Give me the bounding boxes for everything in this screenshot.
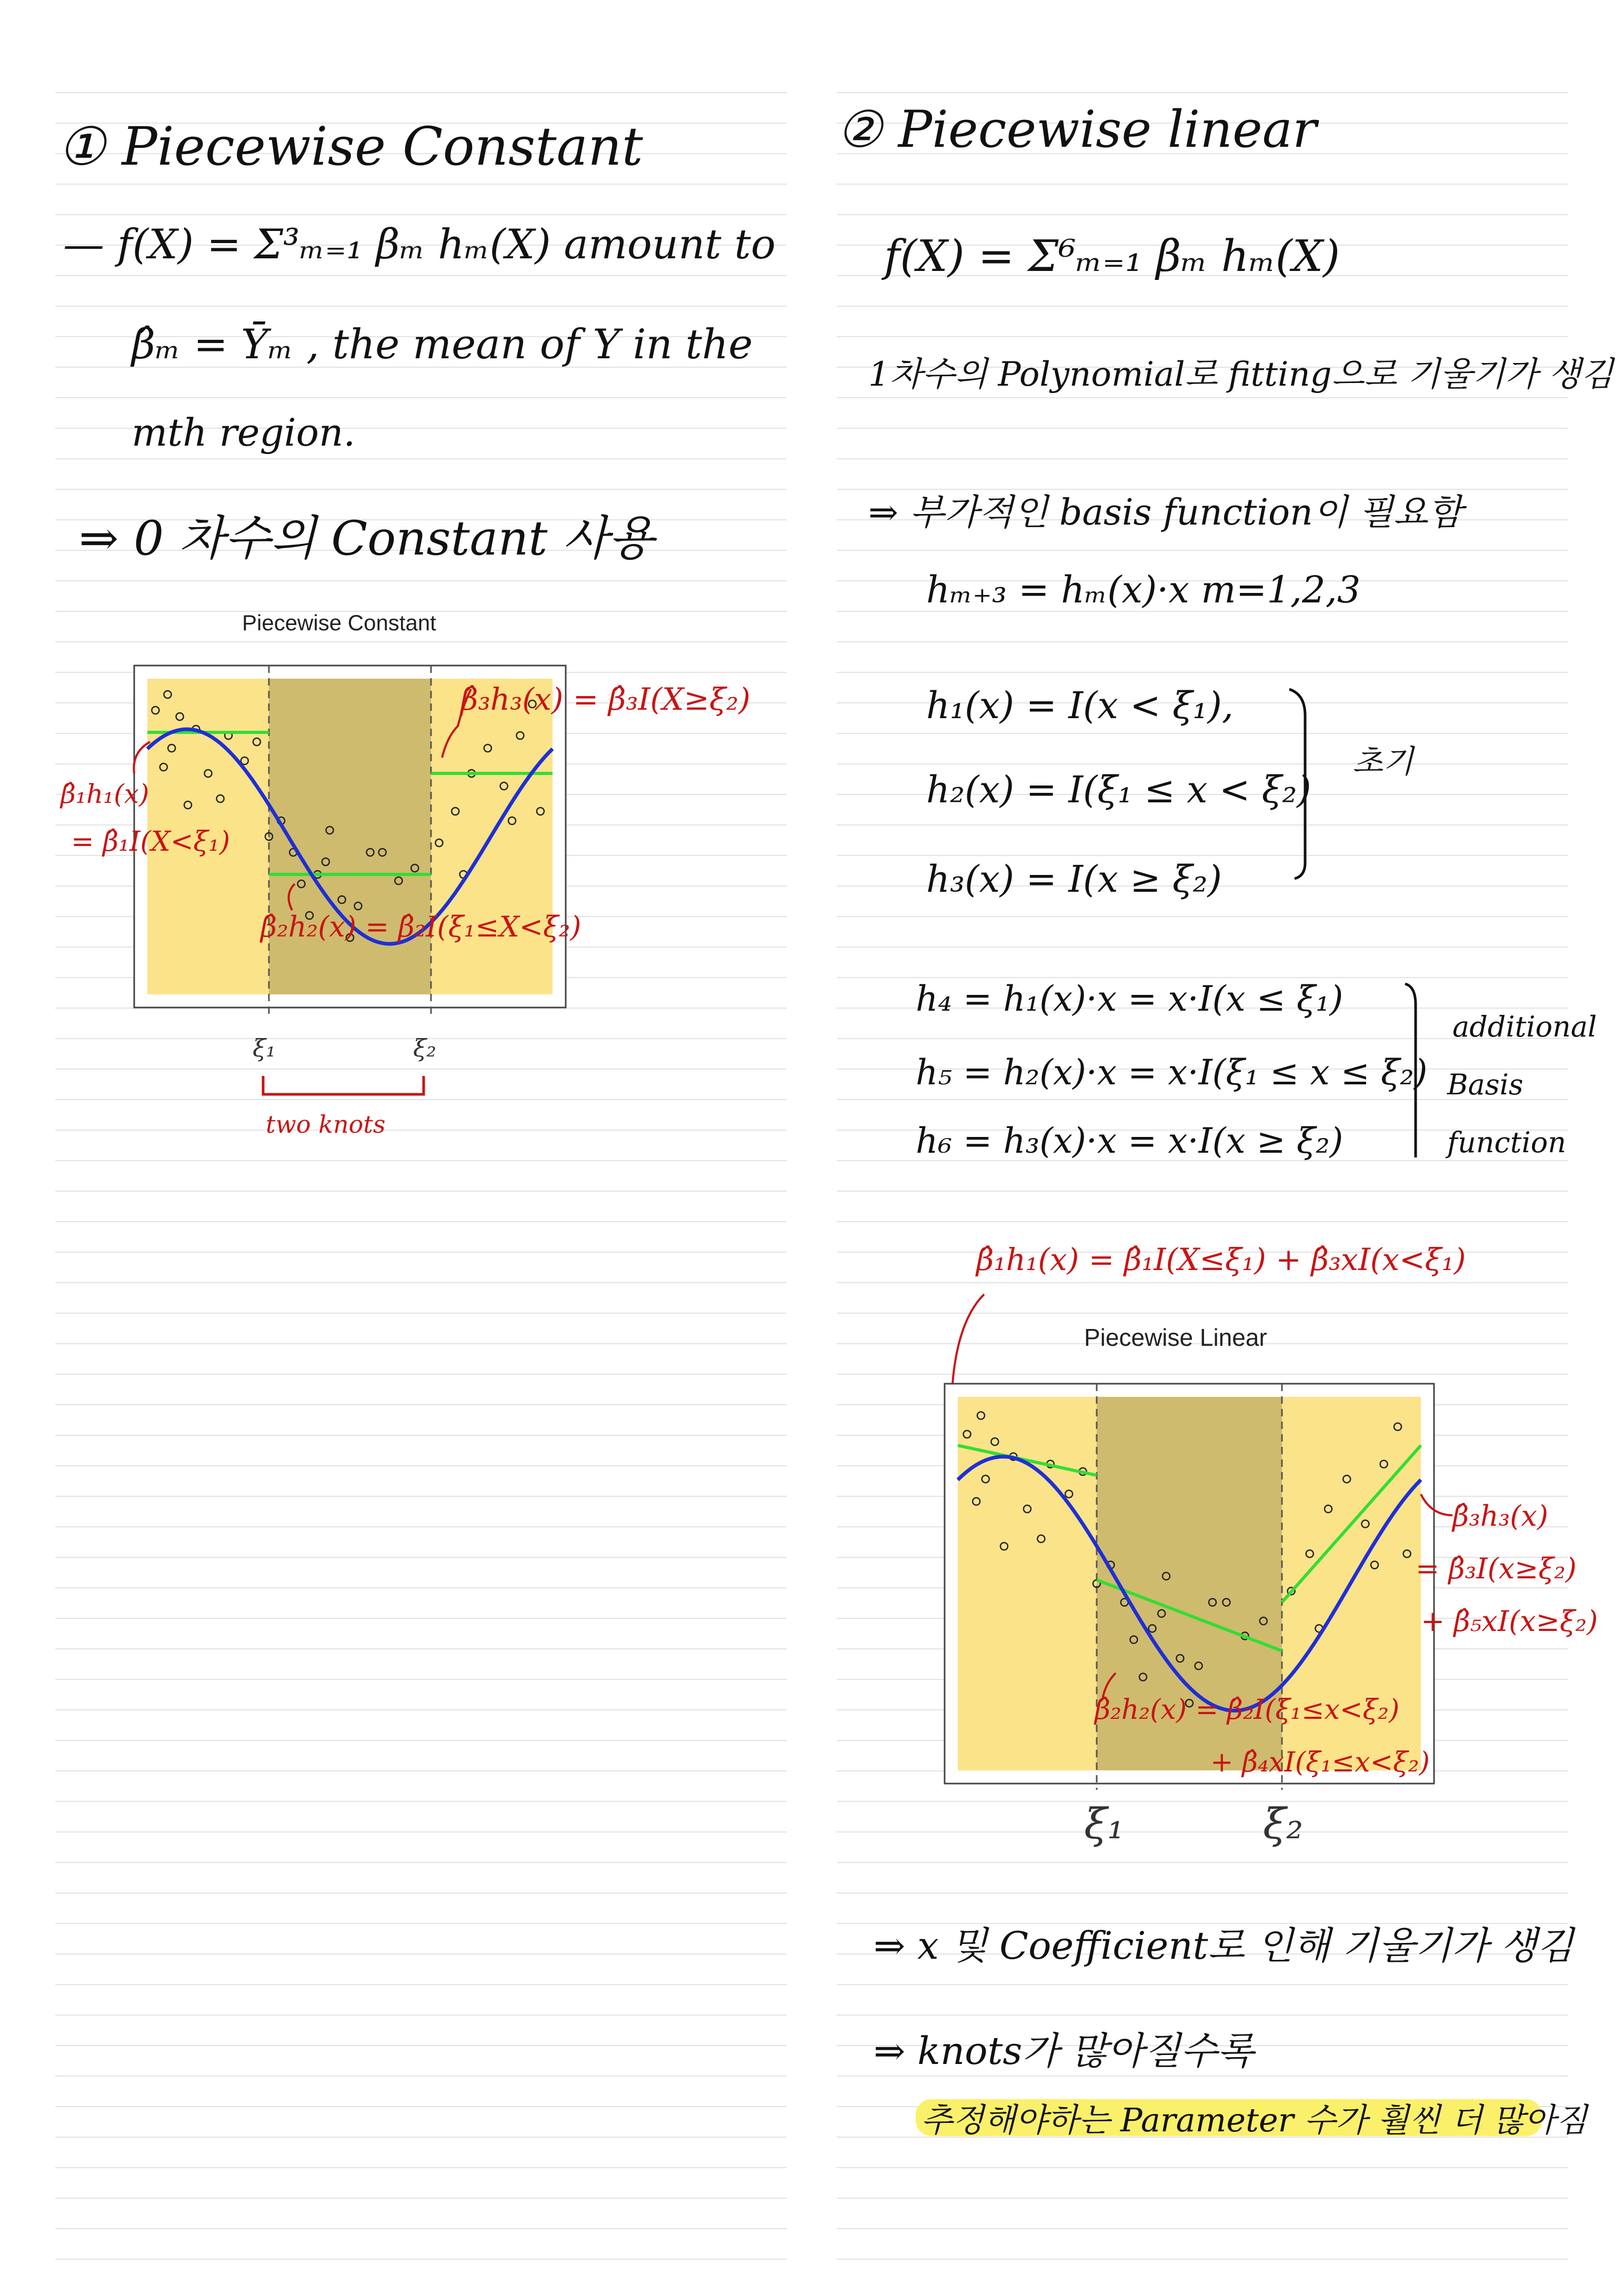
right-polynomial-line: 1차수의 Polynomial로 fitting으로 기울기가 생김 bbox=[868, 355, 1613, 394]
left-region-line: mth region. bbox=[132, 410, 356, 455]
right-heading: ② Piecewise linear bbox=[837, 100, 1317, 159]
ruled-line bbox=[837, 1862, 1568, 1863]
ruled-line bbox=[55, 1862, 787, 1863]
ann-beta2-h2: β̂₂h₂(x) = β̂₂I(ξ₁≤X<ξ₂) bbox=[260, 910, 582, 943]
conclusion-knots: ⇒ knots가 많아질수록 bbox=[874, 2029, 1254, 2073]
ann-beta3-h3-linear: β̂₃h₃(x) bbox=[1452, 1499, 1548, 1533]
right-hm3-line: hₘ₊₃ = hₘ(x)·x m=1,2,3 bbox=[926, 568, 1361, 611]
ruled-line bbox=[55, 1984, 787, 1985]
knot-xi1-right: ξ₁ bbox=[1084, 1799, 1125, 1848]
additional-note-2: Basis bbox=[1447, 1068, 1523, 1101]
left-beta-line: β̂ₘ = Ȳₘ , the mean of Y in the bbox=[132, 321, 753, 368]
ruled-line bbox=[55, 2198, 787, 2199]
additional-h6: h₆ = h₃(x)·x = x·I(x ≥ ξ₂) bbox=[916, 1121, 1344, 1161]
plot-title-constant: Piecewise Constant bbox=[242, 610, 436, 635]
right-formula-line: f(X) = Σ⁶ₘ₌₁ βₘ hₘ(X) bbox=[884, 231, 1340, 281]
ruled-line bbox=[837, 2198, 1568, 2199]
two-knots-label: two knots bbox=[266, 1110, 386, 1139]
ann-beta2-h2-linear: β̂₂h₂(x) = β̂₂I(ξ₁≤x<ξ₂) bbox=[1095, 1694, 1400, 1726]
ruled-line bbox=[55, 2045, 787, 2046]
additional-note-1: additional bbox=[1452, 1010, 1597, 1043]
ann-beta1-indicator: = β̂₁I(X<ξ₁) bbox=[71, 826, 230, 858]
ruled-line bbox=[837, 2259, 1568, 2260]
additional-h5: h₅ = h₂(x)·x = x·I(ξ₁ ≤ x ≤ ξ₂) bbox=[916, 1052, 1428, 1093]
basis-h2: h₂(x) = I(ξ₁ ≤ x < ξ₂) bbox=[926, 768, 1311, 811]
ruled-line bbox=[837, 2015, 1568, 2016]
ann-beta1-h1: β̂₁h₁(x) bbox=[61, 779, 149, 809]
left-heading: ① Piecewise Constant bbox=[58, 116, 643, 177]
ruled-line bbox=[55, 2015, 787, 2016]
ann-beta5-linear: + β̂₅xI(x≥ξ₂) bbox=[1421, 1605, 1598, 1638]
ruled-line bbox=[55, 2076, 787, 2077]
conclusion-parameters: 추정해야하는 Parameter 수가 훨씬 더 많아짐 bbox=[921, 2101, 1588, 2139]
basis-note: 초기 bbox=[1352, 743, 1414, 780]
left-constant-line: ⇒ 0 차수의 Constant 사용 bbox=[79, 511, 654, 566]
ruled-line bbox=[55, 2167, 787, 2168]
plot-title-linear: Piecewise Linear bbox=[1084, 1324, 1267, 1351]
ruled-line bbox=[837, 2076, 1568, 2077]
ann-beta1-linear: β̂₁h₁(x) = β̂₁I(X≤ξ₁) + β̂₃xI(x<ξ₁) bbox=[976, 1242, 1466, 1277]
ruled-line bbox=[837, 1892, 1568, 1894]
ruled-line bbox=[837, 2228, 1568, 2229]
ann-beta3-h3: β̂₃h₃(x) = β̂₃I(X≥ξ₂) bbox=[460, 681, 750, 717]
knot-xi2-left: ξ₂ bbox=[413, 1034, 436, 1062]
right-basis-needed-line: ⇒ 부가적인 basis function이 필요함 bbox=[868, 492, 1463, 533]
knot-xi2-right: ξ₂ bbox=[1263, 1799, 1304, 1848]
ruled-line bbox=[55, 1953, 787, 1955]
ruled-line bbox=[55, 2106, 787, 2107]
ruled-line bbox=[55, 1923, 787, 1924]
ruled-line bbox=[55, 2259, 787, 2260]
ruled-line bbox=[837, 1984, 1568, 1985]
ruled-line bbox=[55, 2137, 787, 2138]
ruled-line bbox=[837, 2167, 1568, 2168]
ann-beta4-linear: + β̂₄xI(ξ₁≤x<ξ₂) bbox=[1210, 1747, 1430, 1778]
ruled-line bbox=[55, 1892, 787, 1894]
conclusion-slope: ⇒ x 및 Coefficient로 인해 기울기가 생김 bbox=[874, 1924, 1574, 1968]
knot-xi1-left: ξ₁ bbox=[253, 1034, 276, 1062]
basis-h3: h₃(x) = I(x ≥ ξ₂) bbox=[926, 858, 1222, 901]
left-formula-line: — f(X) = Σ³ₘ₌₁ βₘ hₘ(X) amount to bbox=[63, 221, 776, 268]
ruled-line bbox=[55, 2228, 787, 2229]
additional-note-3: function bbox=[1447, 1126, 1567, 1159]
basis-h1: h₁(x) = I(x < ξ₁), bbox=[926, 684, 1234, 727]
ann-beta3-indicator-linear: = β̂₃I(x≥ξ₂) bbox=[1416, 1552, 1577, 1585]
additional-h4: h₄ = h₁(x)·x = x·I(x ≤ ξ₁) bbox=[916, 979, 1344, 1019]
